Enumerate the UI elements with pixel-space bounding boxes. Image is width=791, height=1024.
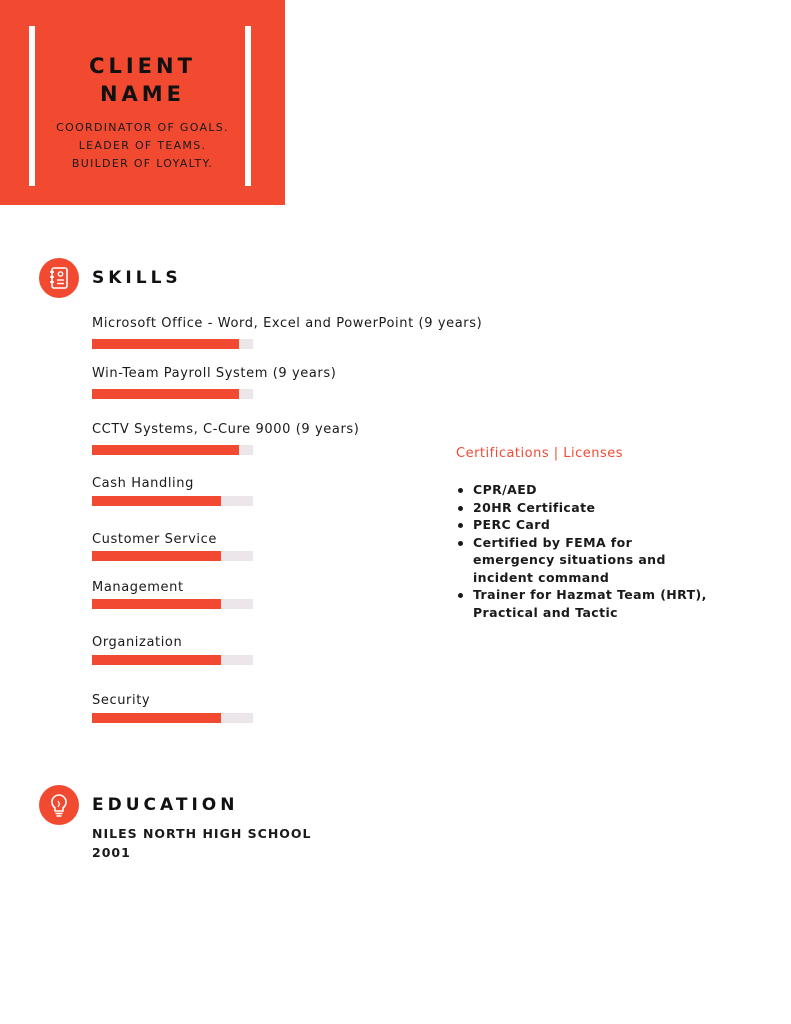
skill-label: Win-Team Payroll System (9 years) xyxy=(92,366,337,381)
skill-bar-track xyxy=(92,655,253,665)
skill-label: Customer Service xyxy=(92,532,217,547)
list-item: PERC Card xyxy=(456,516,716,534)
skill-label: Cash Handling xyxy=(92,476,194,491)
lightbulb-icon xyxy=(39,785,79,825)
tagline xyxy=(40,119,245,173)
client-name xyxy=(40,52,245,108)
tagline-line: LEADER OF TEAMS. xyxy=(78,139,207,152)
header-block xyxy=(0,0,285,205)
skill-bar-track xyxy=(92,496,253,506)
skill-label: Microsoft Office - Word, Excel and PowerPoint (9 years) xyxy=(92,316,483,331)
skill-bar-fill xyxy=(92,389,239,399)
skill-label: Security xyxy=(92,693,151,708)
certifications-list xyxy=(456,481,716,621)
skill-bar-fill xyxy=(92,713,221,723)
skill-bar-fill xyxy=(92,551,221,561)
skill-bar-track xyxy=(92,339,253,349)
skill-bar-track xyxy=(92,713,253,723)
list-item: Certified by FEMA for emergency situations and incident command xyxy=(456,534,716,587)
certifications-title: Certifications | Licenses xyxy=(456,446,624,461)
skill-label: Management xyxy=(92,580,184,595)
header-left-bar xyxy=(29,26,35,186)
education-school: NILES NORTH HIGH SCHOOL xyxy=(92,826,312,841)
skill-label: CCTV Systems, C-Cure 9000 (9 years) xyxy=(92,422,360,437)
client-name-line: NAME xyxy=(99,82,186,106)
skill-bar-fill xyxy=(92,339,239,349)
skill-bar-track xyxy=(92,551,253,561)
client-name-line: CLIENT xyxy=(89,54,196,78)
list-item: CPR/AED xyxy=(456,481,716,499)
skill-label: Organization xyxy=(92,635,183,650)
skill-bar-track xyxy=(92,445,253,455)
skill-bar-track xyxy=(92,389,253,399)
education-year: 2001 xyxy=(92,845,131,860)
tagline-line: COORDINATOR OF GOALS. xyxy=(56,121,229,134)
list-item: 20HR Certificate xyxy=(456,499,716,517)
skill-bar-fill xyxy=(92,445,239,455)
tagline-line: BUILDER OF LOYALTY. xyxy=(71,157,214,170)
skill-bar-fill xyxy=(92,496,221,506)
header-right-bar xyxy=(245,26,251,186)
skills-title: SKILLS xyxy=(92,268,182,288)
skill-bar-fill xyxy=(92,655,221,665)
notebook-icon xyxy=(39,258,79,298)
skill-bar-fill xyxy=(92,599,221,609)
education-title: EDUCATION xyxy=(92,795,239,815)
list-item: Trainer for Hazmat Team (HRT), Practical and Tactic xyxy=(456,586,716,621)
skill-bar-track xyxy=(92,599,253,609)
